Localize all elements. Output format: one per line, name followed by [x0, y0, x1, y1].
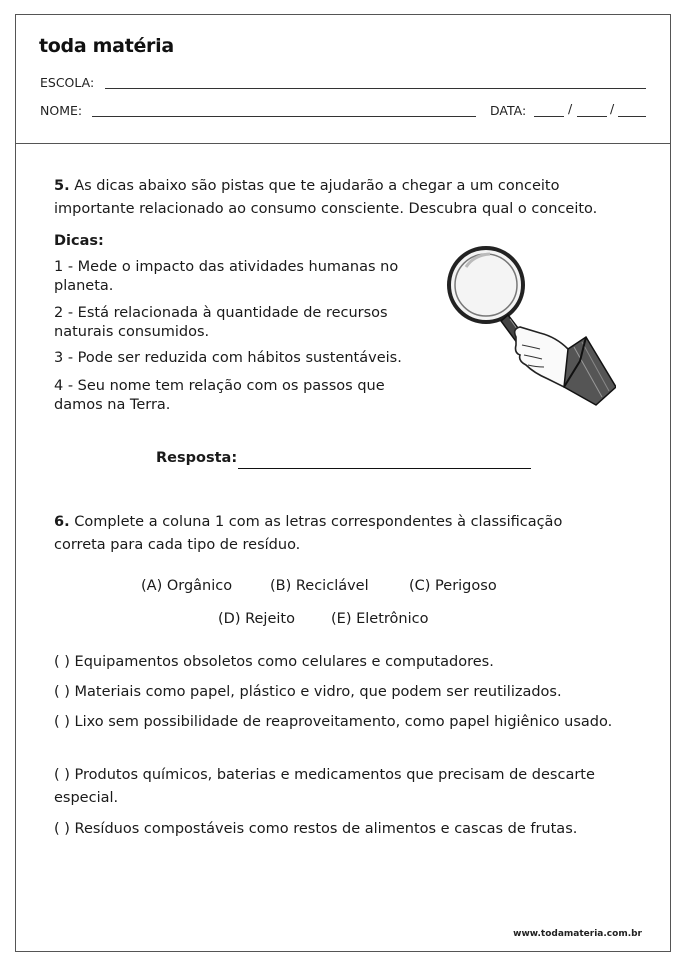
header-divider: [16, 143, 670, 144]
date-year-field[interactable]: [618, 116, 646, 117]
date-separator: /: [610, 101, 615, 116]
option-recyclable: (B) Reciclável: [270, 578, 369, 594]
classification-item[interactable]: ( ) Resíduos compostáveis como restos de alimentos e cascas de frutas.: [54, 821, 578, 837]
date-separator: /: [568, 101, 573, 116]
magnifying-glass-hand-icon: [444, 237, 616, 425]
question-number: 5.: [54, 178, 70, 194]
hint-item: 2 - Está relacionada à quantidade de recursos naturais consumidos.: [54, 305, 388, 340]
brand-logo: toda matéria: [39, 35, 174, 57]
date-day-field[interactable]: [534, 116, 564, 117]
option-hazardous: (C) Perigoso: [409, 578, 497, 594]
hint-item: 3 - Pode ser reduzida com hábitos sustentáveis.: [54, 350, 402, 366]
question-number: 6.: [54, 514, 70, 530]
hint-item: 1 - Mede o impacto das atividades humanas no planeta.: [54, 259, 399, 294]
answer-label: Resposta:: [156, 450, 238, 466]
answer-field[interactable]: [238, 468, 531, 469]
question-prompt: As dicas abaixo são pistas que te ajudarão a chegar a um conceito importante relacionado ao consumo consciente. Descubra qual o conceito.: [54, 178, 598, 217]
school-label: ESCOLA:: [40, 75, 95, 90]
question-prompt: Complete a coluna 1 com as letras correspondentes à classificação correta para cada tipo de resíduo.: [54, 514, 563, 553]
classification-item[interactable]: ( ) Lixo sem possibilidade de reaproveitamento, como papel higiênico usado.: [54, 714, 613, 730]
question-6-text: [54, 511, 614, 557]
option-electronic: (E) Eletrônico: [331, 611, 429, 627]
classification-item[interactable]: ( ) Produtos químicos, baterias e medicamentos que precisam de descarte especial.: [54, 767, 595, 806]
date-label: DATA:: [490, 103, 527, 118]
classification-item[interactable]: ( ) Materiais como papel, plástico e vidro, que podem ser reutilizados.: [54, 684, 562, 700]
footer-url: www.todamateria.com.br: [513, 929, 642, 939]
name-label: NOME:: [40, 103, 83, 118]
option-reject: (D) Rejeito: [218, 611, 295, 627]
option-organic: (A) Orgânico: [141, 578, 233, 594]
school-field[interactable]: [105, 88, 646, 89]
question-5-text: [54, 175, 634, 221]
worksheet: [15, 14, 671, 952]
classification-item[interactable]: ( ) Equipamentos obsoletos como celulares e computadores.: [54, 654, 494, 670]
date-month-field[interactable]: [577, 116, 607, 117]
name-field[interactable]: [92, 116, 476, 117]
hints-title: Dicas:: [54, 233, 104, 249]
hint-item: 4 - Seu nome tem relação com os passos que damos na Terra.: [54, 378, 385, 413]
